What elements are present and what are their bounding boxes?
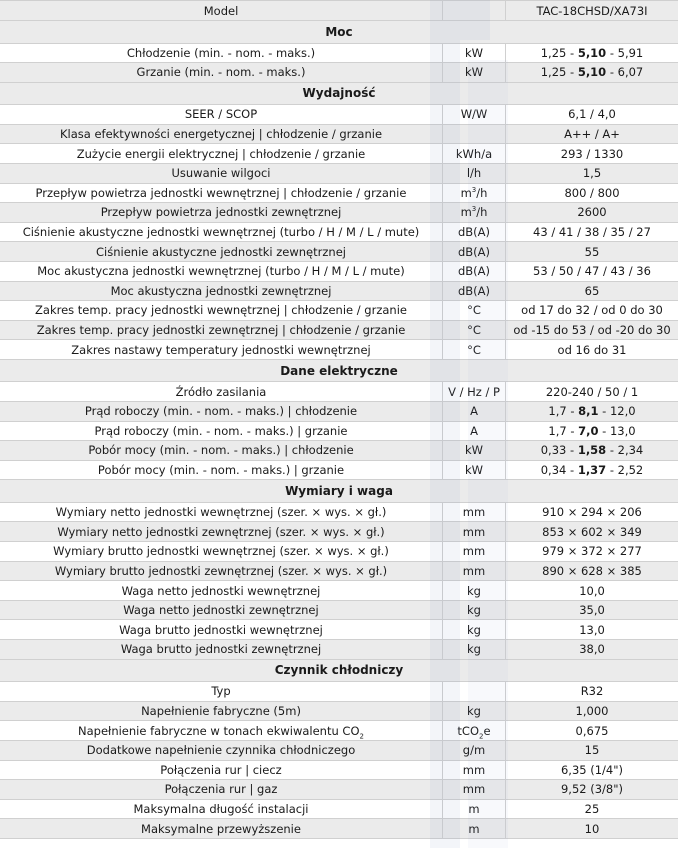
spec-name: Maksymalna długość instalacji	[0, 799, 443, 819]
spec-unit: W/W	[443, 105, 506, 125]
spec-unit: °C	[443, 301, 506, 321]
spec-value: 53 / 50 / 47 / 43 / 36	[506, 261, 678, 281]
spec-row	[0, 382, 678, 402]
spec-unit: kW	[443, 441, 506, 461]
spec-row	[0, 261, 678, 281]
spec-unit: mm	[443, 780, 506, 800]
spec-unit: kg	[443, 581, 506, 601]
spec-name: Wymiary brutto jednostki wewnętrznej (szer. × wys. × gł.)	[0, 542, 443, 562]
spec-name: Wymiary netto jednostki wewnętrznej (szer. × wys. × gł.)	[0, 502, 443, 522]
spec-value: 55	[506, 242, 678, 262]
name-part: Napełnienie fabryczne w tonach ekwiwalentu CO	[78, 723, 360, 738]
spec-value: od 16 do 31	[506, 340, 678, 360]
spec-unit: mm	[443, 542, 506, 562]
spec-value	[506, 63, 678, 83]
model-label: Model	[0, 1, 443, 21]
unit-part: m	[460, 205, 472, 220]
section-title: Czynnik chłodniczy	[0, 659, 678, 682]
value-part: - 12,0	[598, 404, 636, 419]
section-header-wydajnosc	[0, 82, 678, 105]
spec-unit: mm	[443, 760, 506, 780]
spec-value: 38,0	[506, 640, 678, 660]
subscript: 2	[359, 731, 364, 740]
spec-row	[0, 402, 678, 422]
spec-value: 0,675	[506, 721, 678, 741]
nominal-value: 8,1	[578, 404, 599, 419]
spec-row	[0, 581, 678, 601]
spec-unit	[443, 203, 506, 223]
spec-table-body	[0, 1, 678, 839]
spec-row	[0, 105, 678, 125]
value-part: - 6,07	[606, 65, 644, 80]
nominal-value: 7,0	[578, 423, 599, 438]
spec-row	[0, 640, 678, 660]
spec-unit: m	[443, 799, 506, 819]
spec-unit: kWh/a	[443, 144, 506, 164]
spec-value: 979 × 372 × 277	[506, 542, 678, 562]
spec-unit	[443, 721, 506, 741]
spec-row	[0, 502, 678, 522]
spec-row	[0, 63, 678, 83]
spec-name: Przepływ powietrza jednostki wewnętrznej | chłodzenie / grzanie	[0, 183, 443, 203]
spec-row	[0, 780, 678, 800]
unit-part: tCO	[457, 723, 480, 738]
spec-unit: kW	[443, 460, 506, 480]
value-part: - 5,91	[606, 45, 644, 60]
spec-unit	[443, 682, 506, 702]
spec-row	[0, 620, 678, 640]
spec-name: Napełnienie fabryczne (5m)	[0, 701, 443, 721]
spec-unit	[443, 183, 506, 203]
spec-value: 10,0	[506, 581, 678, 601]
spec-unit: dB(A)	[443, 242, 506, 262]
spec-name: Waga netto jednostki zewnętrznej	[0, 600, 443, 620]
spec-value: 890 × 628 × 385	[506, 561, 678, 581]
spec-value: R32	[506, 682, 678, 702]
spec-unit: l/h	[443, 163, 506, 183]
spec-row	[0, 183, 678, 203]
spec-row	[0, 819, 678, 839]
value-part: 0,33 -	[540, 443, 578, 458]
spec-name: Waga netto jednostki wewnętrznej	[0, 581, 443, 601]
spec-name: Pobór mocy (min. - nom. - maks.) | grzanie	[0, 460, 443, 480]
spec-name	[0, 721, 443, 741]
value-part: 0,34 -	[540, 463, 578, 478]
spec-name: Zużycie energii elektrycznej | chłodzenie / grzanie	[0, 144, 443, 164]
spec-value: od -15 do 53 / od -20 do 30	[506, 320, 678, 340]
spec-name: Moc akustyczna jednostki zewnętrznej	[0, 281, 443, 301]
spec-value: 910 × 294 × 206	[506, 502, 678, 522]
nominal-value: 5,10	[577, 65, 607, 80]
spec-value: 10	[506, 819, 678, 839]
spec-value: 9,52 (3/8")	[506, 780, 678, 800]
spec-row	[0, 320, 678, 340]
spec-value: 25	[506, 799, 678, 819]
spec-name: Przepływ powietrza jednostki zewnętrznej	[0, 203, 443, 223]
spec-row	[0, 124, 678, 144]
spec-unit: kW	[443, 43, 506, 63]
spec-row	[0, 43, 678, 63]
spec-name: Połączenia rur | gaz	[0, 780, 443, 800]
unit-part: /h	[476, 185, 488, 200]
spec-row	[0, 561, 678, 581]
nominal-value: 1,58	[577, 443, 607, 458]
spec-value: 43 / 41 / 38 / 35 / 27	[506, 222, 678, 242]
value-part: 1,25 -	[540, 65, 578, 80]
spec-unit: kg	[443, 600, 506, 620]
section-header-dane-elektryczne	[0, 359, 678, 382]
spec-unit: A	[443, 402, 506, 422]
nominal-value: 1,37	[577, 463, 607, 478]
spec-row	[0, 340, 678, 360]
model-unit-cell	[443, 1, 506, 21]
spec-row	[0, 522, 678, 542]
spec-name: Połączenia rur | ciecz	[0, 760, 443, 780]
spec-value: 1,000	[506, 701, 678, 721]
value-part: 1,7 -	[548, 423, 579, 438]
spec-row	[0, 163, 678, 183]
spec-name: Pobór mocy (min. - nom. - maks.) | chłodzenie	[0, 441, 443, 461]
spec-name: Maksymalne przewyższenie	[0, 819, 443, 839]
spec-unit: m	[443, 819, 506, 839]
spec-row	[0, 799, 678, 819]
spec-name: Wymiary brutto jednostki zewnętrznej (szer. × wys. × gł.)	[0, 561, 443, 581]
spec-value: 1,5	[506, 163, 678, 183]
spec-name: Typ	[0, 682, 443, 702]
spec-value: 13,0	[506, 620, 678, 640]
spec-row	[0, 460, 678, 480]
spec-row	[0, 203, 678, 223]
model-header-row	[0, 1, 678, 21]
spec-row	[0, 542, 678, 562]
unit-part: e	[483, 723, 491, 738]
spec-row	[0, 600, 678, 620]
nominal-value: 5,10	[577, 45, 607, 60]
spec-value: 6,35 (1/4")	[506, 760, 678, 780]
spec-unit	[443, 124, 506, 144]
section-header-moc	[0, 21, 678, 44]
spec-name: Zakres nastawy temperatury jednostki wewnętrznej	[0, 340, 443, 360]
spec-name: Źródło zasilania	[0, 382, 443, 402]
model-value: TAC-18CHSD/XA73I	[506, 1, 678, 21]
spec-name: Chłodzenie (min. - nom. - maks.)	[0, 43, 443, 63]
superscript: 3	[471, 186, 477, 195]
spec-unit: kW	[443, 63, 506, 83]
spec-unit: A	[443, 421, 506, 441]
spec-unit: mm	[443, 502, 506, 522]
spec-unit: dB(A)	[443, 261, 506, 281]
spec-unit: V / Hz / P	[443, 382, 506, 402]
spec-unit: kg	[443, 620, 506, 640]
spec-value	[506, 460, 678, 480]
spec-name: Prąd roboczy (min. - nom. - maks.) | chłodzenie	[0, 402, 443, 422]
value-part: - 13,0	[598, 423, 636, 438]
value-part: - 2,34	[606, 443, 644, 458]
spec-value: 853 × 602 × 349	[506, 522, 678, 542]
spec-name: Moc akustyczna jednostki wewnętrznej (turbo / H / M / L / mute)	[0, 261, 443, 281]
spec-row	[0, 740, 678, 760]
spec-name: Ciśnienie akustyczne jednostki zewnętrznej	[0, 242, 443, 262]
spec-value: 65	[506, 281, 678, 301]
value-part: 1,25 -	[540, 45, 578, 60]
spec-name: Zakres temp. pracy jednostki zewnętrznej | chłodzenie / grzanie	[0, 320, 443, 340]
value-part: - 2,52	[606, 463, 644, 478]
spec-value: 2600	[506, 203, 678, 223]
superscript: 3	[471, 205, 477, 214]
spec-value: 15	[506, 740, 678, 760]
spec-row	[0, 301, 678, 321]
spec-name: Wymiary netto jednostki zewnętrznej (szer. × wys. × gł.)	[0, 522, 443, 542]
spec-row	[0, 144, 678, 164]
section-title: Moc	[0, 21, 678, 44]
spec-row	[0, 701, 678, 721]
spec-row	[0, 760, 678, 780]
spec-name: Waga brutto jednostki wewnętrznej	[0, 620, 443, 640]
spec-value: od 17 do 32 / od 0 do 30	[506, 301, 678, 321]
section-title: Dane elektryczne	[0, 359, 678, 382]
spec-value: 220-240 / 50 / 1	[506, 382, 678, 402]
subscript: 2	[479, 731, 484, 740]
section-title: Wydajność	[0, 82, 678, 105]
spec-row	[0, 441, 678, 461]
spec-row	[0, 242, 678, 262]
spec-value: 35,0	[506, 600, 678, 620]
section-title: Wymiary i waga	[0, 480, 678, 503]
spec-value	[506, 441, 678, 461]
unit-part: /h	[476, 205, 488, 220]
spec-value	[506, 402, 678, 422]
spec-row	[0, 682, 678, 702]
spec-unit: kg	[443, 640, 506, 660]
spec-name: Dodatkowe napełnienie czynnika chłodniczego	[0, 740, 443, 760]
spec-row	[0, 222, 678, 242]
spec-unit: °C	[443, 340, 506, 360]
spec-row	[0, 281, 678, 301]
spec-value	[506, 421, 678, 441]
spec-value	[506, 43, 678, 63]
spec-value: 293 / 1330	[506, 144, 678, 164]
unit-part: m	[460, 185, 472, 200]
spec-name: Usuwanie wilgoci	[0, 163, 443, 183]
spec-name: Waga brutto jednostki zewnętrznej	[0, 640, 443, 660]
section-header-wymiary-i-waga	[0, 480, 678, 503]
spec-name: SEER / SCOP	[0, 105, 443, 125]
spec-unit: kg	[443, 701, 506, 721]
spec-value: A++ / A+	[506, 124, 678, 144]
section-header-czynnik-ch-odniczy	[0, 659, 678, 682]
spec-unit: mm	[443, 522, 506, 542]
spec-unit: dB(A)	[443, 281, 506, 301]
value-part: 1,7 -	[548, 404, 579, 419]
spec-unit: mm	[443, 561, 506, 581]
spec-value: 6,1 / 4,0	[506, 105, 678, 125]
spec-row	[0, 421, 678, 441]
spec-name: Grzanie (min. - nom. - maks.)	[0, 63, 443, 83]
spec-unit: g/m	[443, 740, 506, 760]
spec-value: 800 / 800	[506, 183, 678, 203]
spec-name: Prąd roboczy (min. - nom. - maks.) | grzanie	[0, 421, 443, 441]
spec-name: Ciśnienie akustyczne jednostki wewnętrznej (turbo / H / M / L / mute)	[0, 222, 443, 242]
spec-name: Klasa efektywności energetycznej | chłodzenie / grzanie	[0, 124, 443, 144]
spec-unit: °C	[443, 320, 506, 340]
spec-name: Zakres temp. pracy jednostki wewnętrznej | chłodzenie / grzanie	[0, 301, 443, 321]
spec-unit: dB(A)	[443, 222, 506, 242]
spec-row	[0, 721, 678, 741]
